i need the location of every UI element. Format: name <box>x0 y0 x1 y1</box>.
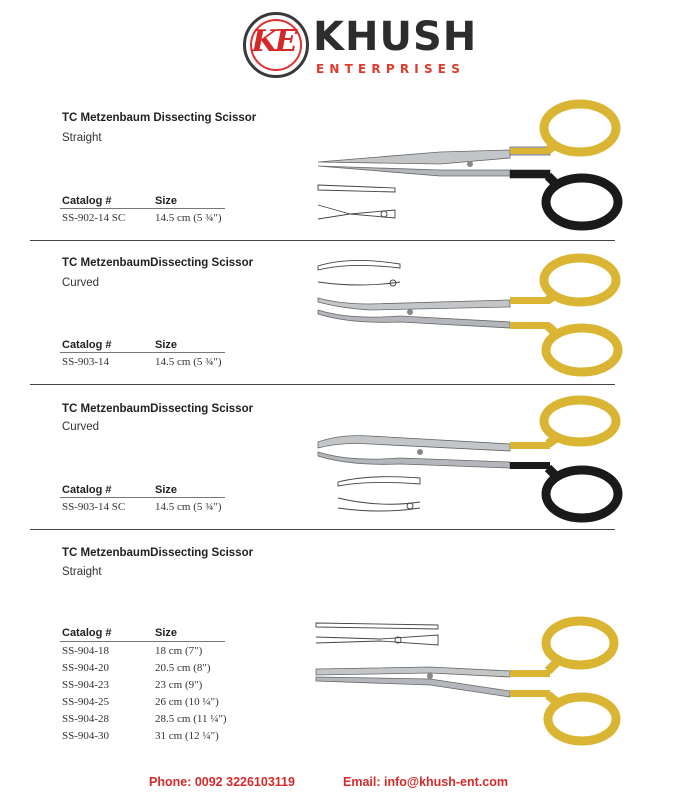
size-value: 18 cm (7") <box>155 645 203 657</box>
catalog-number: SS-904-18 <box>62 645 110 657</box>
catalog-number: SS-904-23 <box>62 679 110 691</box>
size-value: 20.5 cm (8") <box>155 662 211 674</box>
table-row <box>62 212 222 224</box>
brand-subtitle: ENTERPRISES <box>316 62 466 76</box>
table-row <box>62 730 219 742</box>
size-value: 26 cm (10 ¼") <box>155 696 219 708</box>
catalog-header: Catalog # <box>62 339 112 351</box>
catalog-header: Catalog # <box>62 627 112 639</box>
table-row <box>62 356 222 368</box>
scissor-image-curved-black <box>310 396 630 526</box>
table-row <box>62 645 203 657</box>
size-header: Size <box>155 339 178 351</box>
table-row <box>62 696 219 708</box>
scissor-image-curved-gold <box>310 252 630 377</box>
table-row <box>62 713 227 725</box>
table-row <box>62 501 222 513</box>
scissor-image-straight-black <box>310 100 630 230</box>
catalog-header: Catalog # <box>62 484 112 496</box>
size-value: 14.5 cm (5 ¾") <box>155 356 222 368</box>
product-variant: Straight <box>62 132 102 144</box>
brand-name: KHUSH <box>313 14 478 60</box>
product-title: TC MetzenbaumDissecting Scissor <box>62 403 254 415</box>
catalog-number: SS-904-28 <box>62 713 110 725</box>
catalog-number: SS-904-25 <box>62 696 110 708</box>
size-header: Size <box>155 484 178 496</box>
brand-logo <box>243 12 478 82</box>
table-row <box>62 679 203 691</box>
size-value: 31 cm (12 ¼") <box>155 730 219 742</box>
product-variant: Curved <box>62 277 100 289</box>
size-value: 28.5 cm (11 ¼") <box>155 713 227 725</box>
phone-contact: Phone: 0092 3226103119 <box>149 775 295 789</box>
product-title: TC Metzenbaum Dissecting Scissor <box>62 112 257 124</box>
catalog-number: SS-902-14 SC <box>62 212 126 224</box>
catalog-header: Catalog # <box>62 195 112 207</box>
catalog-number: SS-903-14 SC <box>62 501 126 513</box>
catalog-number: SS-904-30 <box>62 730 110 742</box>
size-header: Size <box>155 627 178 639</box>
product-title: TC MetzenbaumDissecting Scissor <box>62 547 254 559</box>
size-value: 14.5 cm (5 ¾") <box>155 212 222 224</box>
catalog-number: SS-904-20 <box>62 662 110 674</box>
product-variant: Curved <box>62 421 100 433</box>
email-contact[interactable]: Email: info@khush-ent.com <box>343 775 508 789</box>
table-row <box>62 662 211 674</box>
scissor-image-straight-gold <box>310 615 630 745</box>
product-variant: Straight <box>62 566 102 578</box>
size-value: 14.5 cm (5 ¾") <box>155 501 222 513</box>
size-value: 23 cm (9") <box>155 679 203 691</box>
product-title: TC MetzenbaumDissecting Scissor <box>62 257 254 269</box>
size-header: Size <box>155 195 178 207</box>
catalog-number: SS-903-14 <box>62 356 110 368</box>
logo-monogram: KE <box>251 24 295 59</box>
